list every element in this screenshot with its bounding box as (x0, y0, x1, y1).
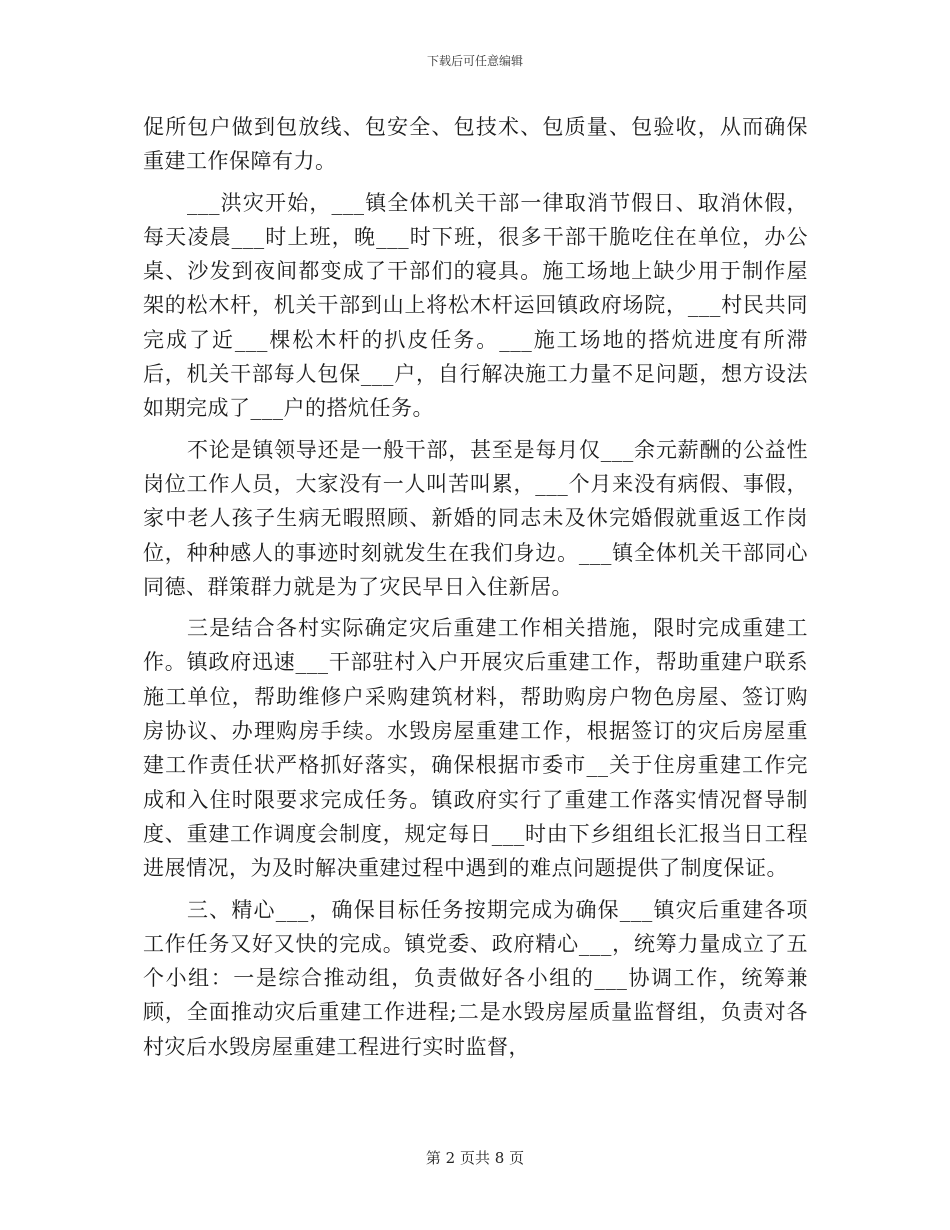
paragraph-2: ___洪灾开始，___镇全体机关干部一律取消节假日、取消休假，每天凌晨___时上班，晚___时下班，很多干部干脆吃住在单位，办公桌、沙发到夜间都变成了干部们的寝具。施工场地上缺少用于制作屋架的松木杆，机关干部到山上将松木杆运回镇政府场院，___村民共同完成了近___棵松木杆的扒皮任务。___施工场地的搭炕进度有所滞后，机关干部每人包保___户，自行解决施工力量不足问题，想方设法如期完成了___户的搭炕任务。 (143, 190, 808, 421)
page-number: 第 2 页共 8 页 (425, 1149, 525, 1167)
document-body (143, 110, 808, 1071)
paragraph-1: 促所包户做到包放线、包安全、包技术、包质量、包验收，从而确保重建工作保障有力。 (143, 115, 808, 174)
paragraph-4: 三是结合各村实际确定灾后重建工作相关措施，限时完成重建工作。镇政府迅速___干部驻村入户开展灾后重建工作，帮助重建户联系施工单位，帮助维修户采购建筑材料，帮助购房户物色房屋、签订购房协议、办理购房手续。水毁房屋重建工作，根据签订的灾后房屋重建工作责任状严格抓好落实，确保根据市委市__关于住房重建工作完成和入住时限要求完成任务。镇政府实行了重建工作落实情况督导制度、重建工作调度会制度，规定每日___时由下乡组组长汇报当日工程进展情况，为及时解决重建过程中遇到的难点问题提供了制度保证。 (143, 616, 808, 881)
page-header: 下载后可任意编辑 (426, 54, 523, 68)
paragraph-5: 三、精心___，确保目标任务按期完成为确保___镇灾后重建各项工作任务又好又快的完成。镇党委、政府精心___，统筹力量成立了五个小组：一是综合推动组，负责做好各小组的___协调工作，统筹兼顾，全面推动灾后重建工作进程;二是水毁房屋质量监督组，负责对各村灾后水毁房屋重建工程进行实时监督， (143, 897, 808, 1059)
paragraph-3: 不论是镇领导还是一般干部，甚至是每月仅___余元薪酬的公益性岗位工作人员，大家没有一人叫苦叫累，___个月来没有病假、事假，家中老人孩子生病无暇照顾、新婚的同志未及休完婚假就重返工作岗位，种种感人的事迹时刻就发生在我们身边。___镇全体机关干部同心同德、群策群力就是为了灾民早日入住新居。 (143, 437, 808, 599)
